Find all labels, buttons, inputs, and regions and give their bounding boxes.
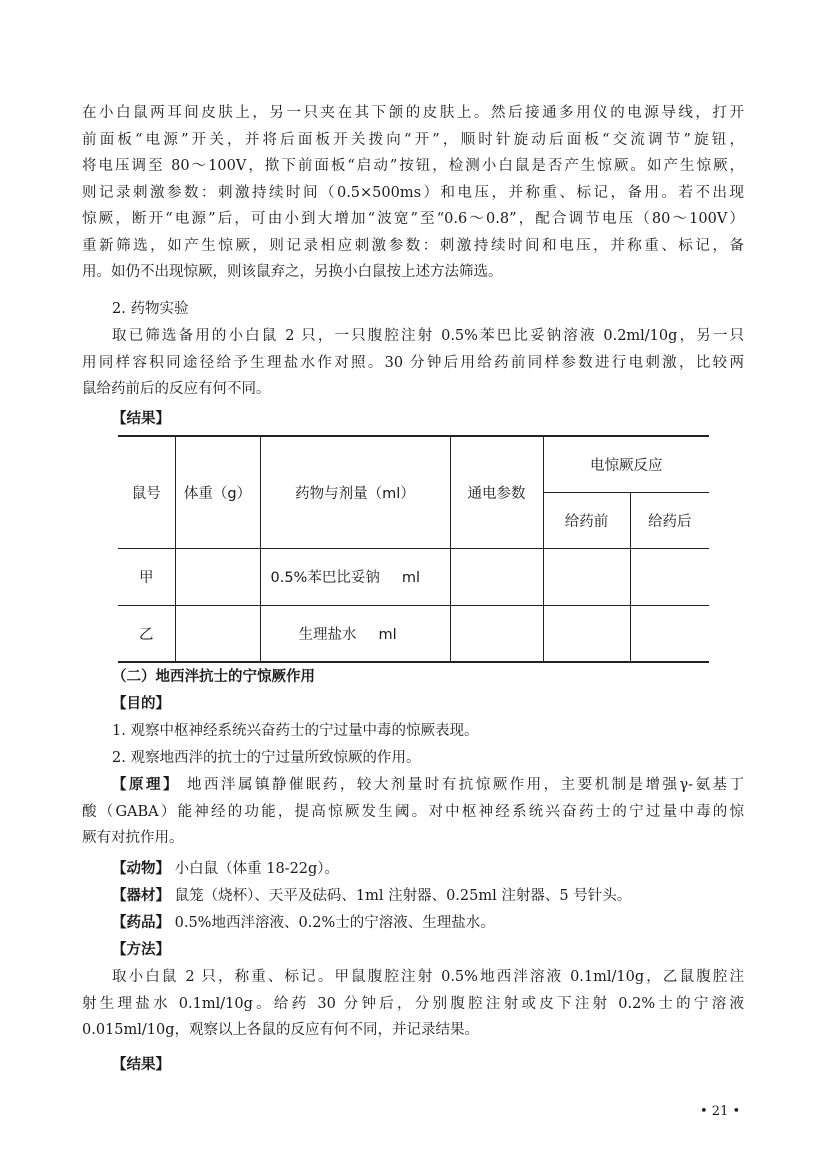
cell-drug: 0.5%苯巴比妥钠 ml [260, 548, 450, 605]
cell-weight [175, 548, 260, 605]
method-paragraph [82, 964, 744, 1044]
col-header-mouse: 鼠号 [118, 436, 175, 548]
method-heading: 【方法】 [112, 942, 170, 958]
drug-experiment-heading: 2. 药物实验 [112, 301, 189, 317]
equipment-label: 【器材】 [112, 888, 170, 904]
col-header-convulsion-reaction: 电惊厥反应 [543, 436, 709, 492]
list-item: 2. 观察地西泮的抗士的宁过量所致惊厥的作用。 [112, 749, 421, 766]
table-row [118, 548, 709, 605]
cell-mouse: 乙 [118, 605, 175, 662]
text-line: 射生理盐水 0.1ml/10g。给药 30 分钟后，分别腹腔注射或皮下注射 0.2%士的宁溶液 [82, 995, 744, 1012]
drugs-line: 【药品】 0.5%地西泮溶液、0.2%士的宁溶液、生理盐水。 [112, 915, 495, 931]
paragraph-drug-experiment [82, 323, 744, 403]
text-line: 用。如仍不出现惊厥，则该鼠弃之，另换小白鼠按上述方法筛选。 [82, 264, 503, 280]
cell-before [543, 605, 630, 662]
results-table [118, 435, 709, 663]
purpose-list [82, 718, 744, 771]
text-line: 将电压调至 80～100V，揿下前面板“启动”按钮，检测小白鼠是否产生惊厥。如产生惊厥， [82, 158, 744, 174]
cell-param [450, 605, 543, 662]
text-line: 在小白鼠两耳间皮肤上，另一只夹在其下颌的皮肤上。然后接通多用仪的电源导线，打开 [82, 105, 744, 121]
animal-line: 【动物】 小白鼠（体重 18-22g）。 [112, 861, 340, 877]
text-line: 惊厥，断开“电源”后，可由小到大增加“波宽”至“0.6～0.8”，配合调节电压（80～100V） [82, 211, 744, 227]
cell-after [630, 548, 709, 605]
table-row [118, 605, 709, 662]
text-line: 重新筛选，如产生惊厥，则记录相应刺激参数：刺激持续时间和电压，并称重、标记，备 [82, 237, 744, 254]
cell-after [630, 605, 709, 662]
list-item: 1. 观察中枢神经系统兴奋药士的宁过量中毒的惊厥表现。 [112, 723, 479, 739]
text-line: 鼠给药前后的反应有何不同。 [82, 381, 271, 397]
paragraph-screening-method [82, 100, 744, 286]
page-number: • 21 • [700, 1104, 741, 1119]
text-line: 取小白鼠 2 只，称重、标记。甲鼠腹腔注射 0.5%地西泮溶液 0.1ml/10g，乙鼠腹腔注 [112, 969, 744, 985]
cell-mouse: 甲 [118, 548, 175, 605]
purpose-heading: 【目的】 [112, 696, 170, 712]
principle-label: 【原理】 [112, 777, 180, 793]
text-line: 则记录刺激参数：刺激持续时间（0.5×500ms）和电压，并称重、标记，备用。若不出现 [82, 184, 744, 201]
col-header-before-drug: 给药前 [543, 492, 630, 548]
principle-paragraph: 【原理】 地西泮属镇静催眠药，较大剂量时有抗惊厥作用，主要机制是增强γ-氨基丁 酸（GABA）能神经的功能，提高惊厥发生阈。对中枢神经系统兴奋药士的宁过量中毒的惊 厥有对抗作用。 [82, 772, 744, 852]
col-header-stimulus-param: 通电参数 [450, 436, 543, 548]
animal-label: 【动物】 [112, 861, 170, 877]
text-line: 0.015ml/10g，观察以上各鼠的反应有何不同，并记录结果。 [82, 1022, 480, 1038]
result-heading: 【结果】 [112, 1057, 170, 1073]
text-line: 取已筛选备用的小白鼠 2 只，一只腹腔注射 0.5%苯巴比妥钠溶液 0.2ml/10g，另一只 [112, 328, 744, 344]
col-header-weight: 体重（g） [175, 436, 260, 548]
cell-drug: 生理盐水 ml [260, 605, 450, 662]
cell-before [543, 548, 630, 605]
text-line: 用同样容积同途径给予生理盐水作对照。30 分钟后用给药前同样参数进行电刺激，比较两 [82, 354, 744, 371]
drugs-label: 【药品】 [112, 915, 170, 931]
cell-param [450, 548, 543, 605]
section-title: （二）地西泮抗士的宁惊厥作用 [112, 669, 315, 685]
text-line: 厥有对抗作用。 [82, 830, 184, 846]
col-header-after-drug: 给药后 [630, 492, 709, 548]
col-header-drug-dose: 药物与剂量（ml） [260, 436, 450, 548]
text-line: 酸（GABA）能神经的功能，提高惊厥发生阈。对中枢神经系统兴奋药士的宁过量中毒的惊 [82, 803, 744, 820]
cell-weight [175, 605, 260, 662]
equipment-line: 【器材】 鼠笼（烧杯）、天平及砝码、1ml 注射器、0.25ml 注射器、5 号针头。 [112, 888, 632, 904]
text-line: 前面板“电源”开关，并将后面板开关拨向“开”，顺时针旋动后面板“交流调节”旋钮， [82, 131, 744, 148]
result-heading: 【结果】 [112, 411, 170, 427]
